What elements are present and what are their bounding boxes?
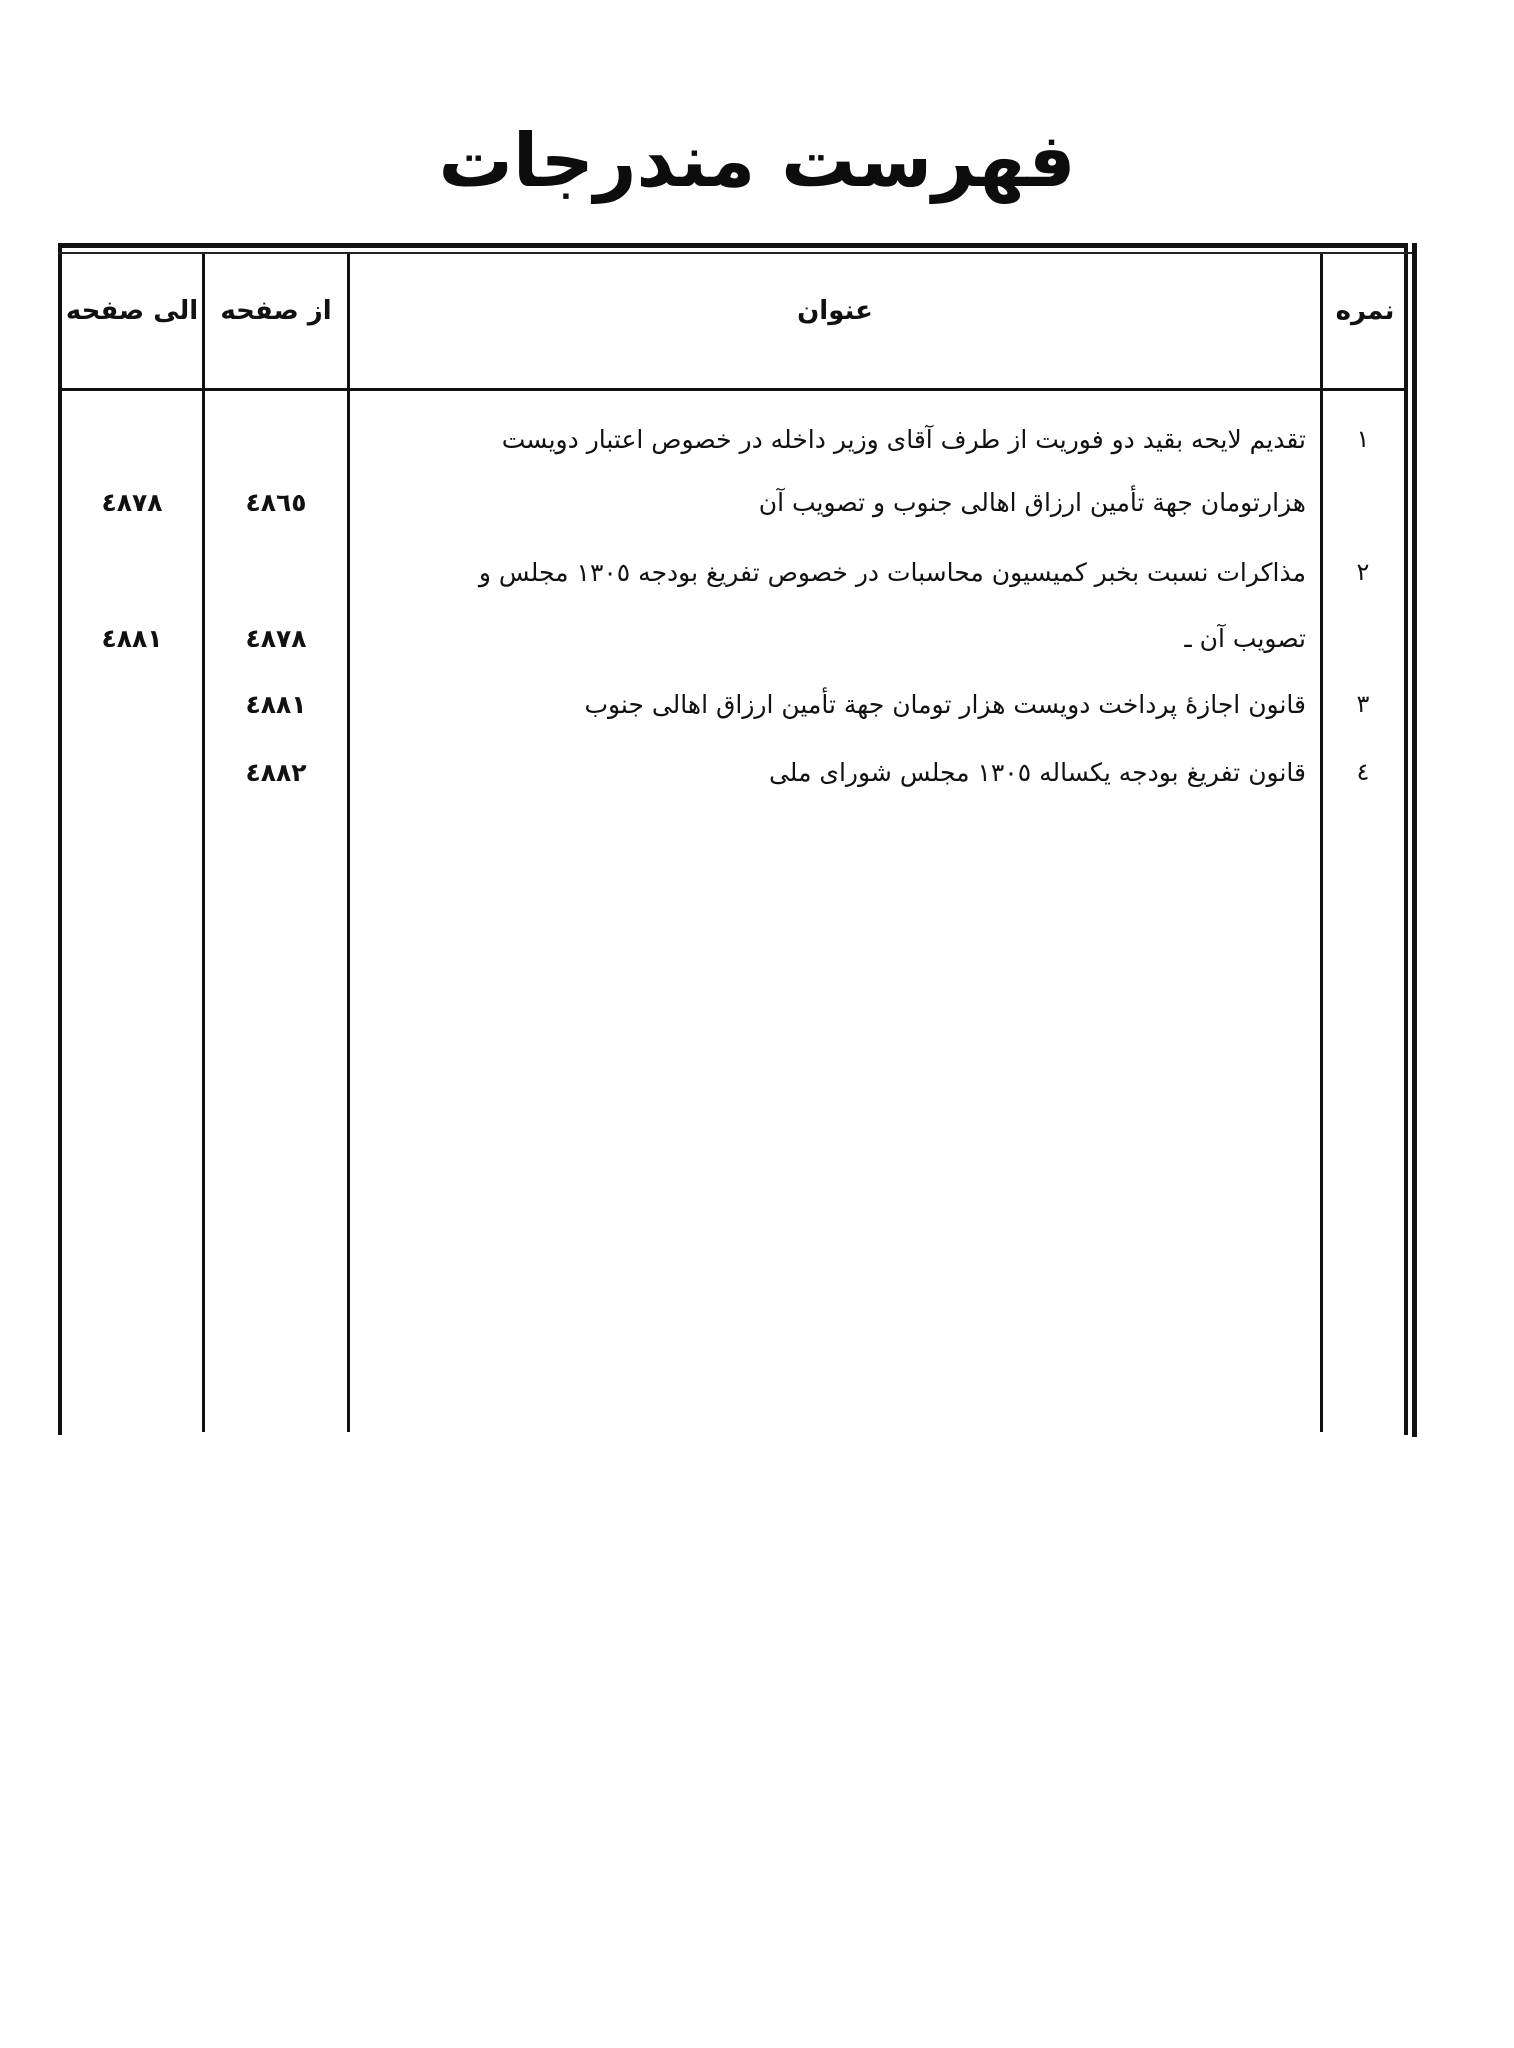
row-to-page: ٤٨٨١ bbox=[101, 624, 163, 653]
header-title: عنوان bbox=[797, 296, 873, 326]
column-divider-to-from bbox=[202, 254, 205, 1432]
header-to-page: الی صفحه bbox=[65, 296, 199, 326]
row-number: ٢ bbox=[1356, 558, 1370, 586]
row-number: ٣ bbox=[1356, 690, 1370, 718]
row-title-line: قانون اجازهٔ پرداخت دویست هزار تومان جهة تأمین ارزاق اهالی جنوب bbox=[584, 690, 1306, 719]
row-from-page: ٤٨٨١ bbox=[245, 690, 307, 719]
row-number: ٤ bbox=[1356, 758, 1370, 786]
column-divider-title-number bbox=[1320, 254, 1323, 1432]
row-to-page: ٤٨٧٨ bbox=[101, 488, 163, 517]
row-from-page: ٤٨٦٥ bbox=[245, 488, 307, 517]
row-title-line: مذاکرات نسبت بخبر کمیسیون محاسبات در خصوص تفریغ بودجه ١٣٠٥ مجلس و bbox=[478, 558, 1306, 587]
table-inner-top-border bbox=[58, 252, 1412, 254]
page-title: فهرست مندرجات bbox=[438, 118, 1076, 204]
row-from-page: ٤٨٧٨ bbox=[245, 624, 307, 653]
row-from-page: ٤٨٨٢ bbox=[245, 758, 307, 787]
row-title-line: قانون تفریغ بودجه یکساله ١٣٠٥ مجلس شورای ملی bbox=[768, 758, 1306, 787]
table-frame bbox=[58, 243, 1408, 1435]
row-number: ١ bbox=[1356, 425, 1370, 453]
row-title-line: هزارتومان جهة تأمین ارزاق اهالی جنوب و تصویب آن bbox=[758, 488, 1306, 517]
table-outer-right-border bbox=[1412, 243, 1417, 1437]
header-separator bbox=[62, 388, 1404, 391]
header-number: نمره bbox=[1335, 296, 1395, 326]
row-title-line: تصویب آن ـ bbox=[1184, 624, 1306, 653]
header-from-page: از صفحه bbox=[220, 296, 332, 326]
column-divider-from-title bbox=[347, 254, 350, 1432]
row-title-line: تقدیم لایحه بقید دو فوریت از طرف آقای وزیر داخله در خصوص اعتبار دویست bbox=[501, 425, 1306, 454]
